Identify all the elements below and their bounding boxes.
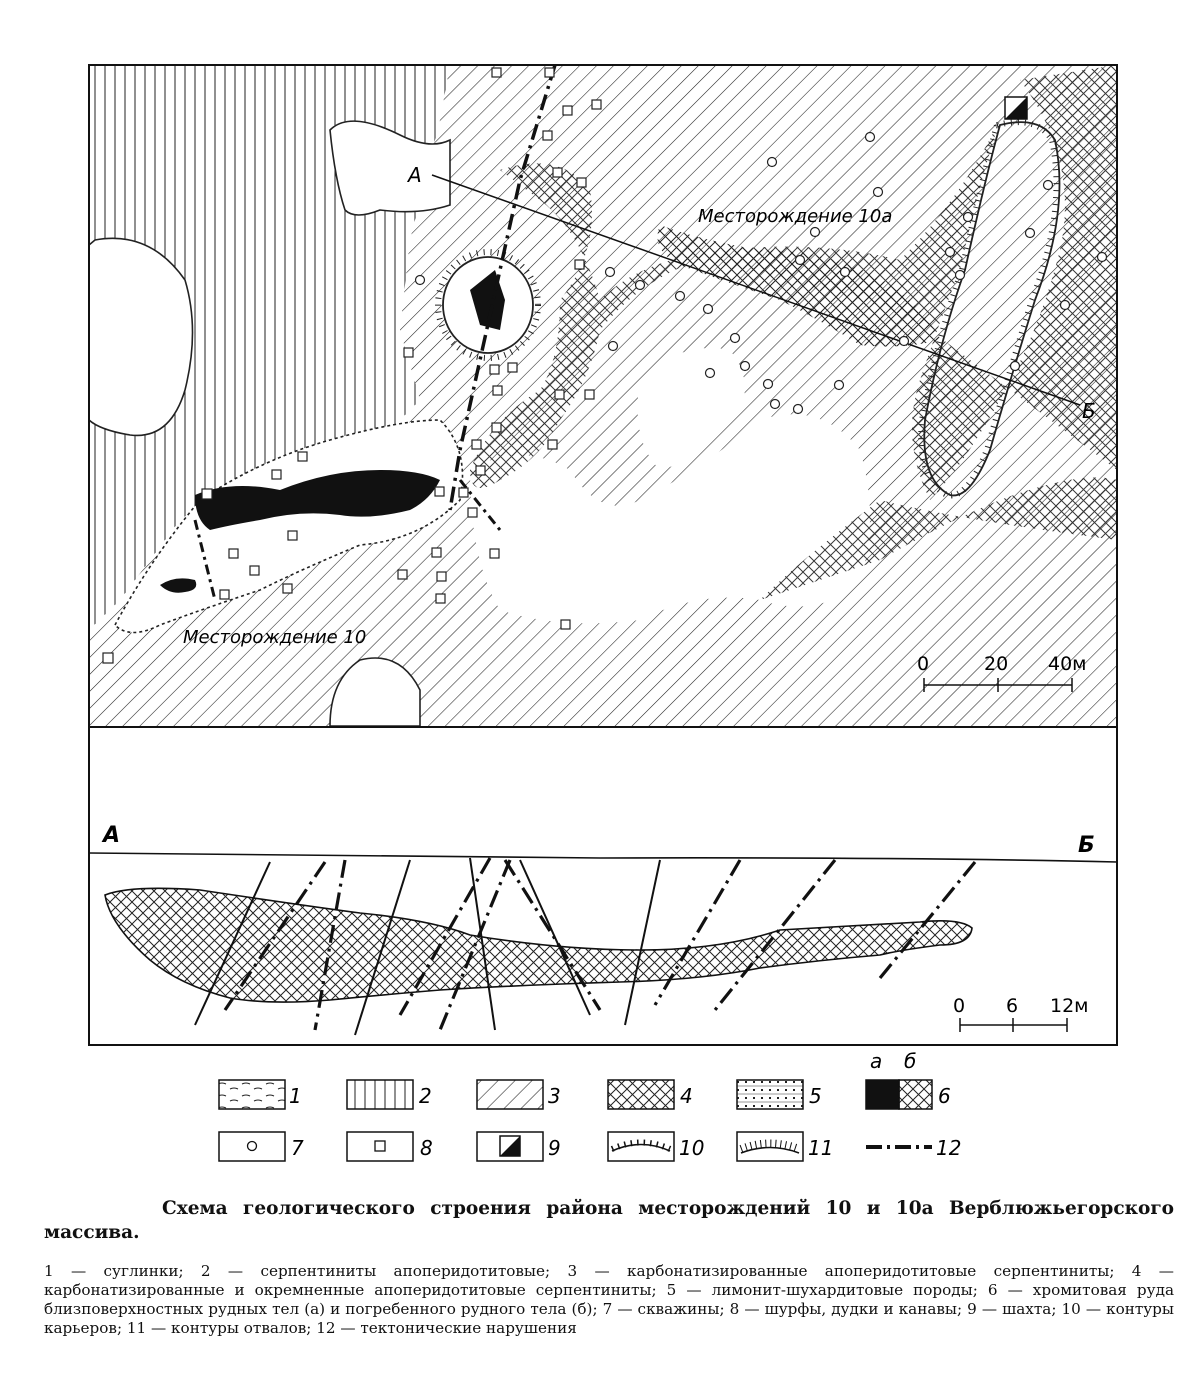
- figure-caption-body: 1 — суглинки; 2 — серпентиниты апоперидотитовые; 3 — карбонатизированные апоперидотитовые серпентиниты; 4 — карбонатизированные и окремненные апоперидотитовые серпентиниты; 5 — лимонит-шухардитовые породы; 6 — хромитовая руда близповерхностных рудных тел (а) и погребенного рудного тела (б); 7 — скважины; 8 — шурфы, дудки и канавы; 9 — шахта; 10 — контуры карьеров; 11 — контуры отвалов; 12 — тектонические нарушения: [44, 1262, 1174, 1337]
- section-left-label: А: [103, 823, 121, 848]
- svg-text:5: 5: [809, 1084, 822, 1108]
- section-right-label: Б: [1078, 833, 1095, 858]
- svg-text:6: 6: [938, 1084, 951, 1108]
- legend-item-10: [608, 1132, 704, 1161]
- svg-text:9: 9: [548, 1136, 561, 1160]
- legend-item-8: [347, 1132, 433, 1161]
- legend-item-9: [477, 1132, 561, 1161]
- deposit-10a-label: Месторождение 10а: [698, 206, 893, 227]
- legend: [219, 1049, 961, 1161]
- legend-item-5: [737, 1080, 822, 1109]
- legend-subhead-a: а: [870, 1049, 883, 1073]
- ground-surface-line: [89, 853, 1117, 862]
- svg-text:12: 12: [936, 1136, 962, 1160]
- legend-item-2: [347, 1080, 432, 1109]
- svg-text:10: 10: [679, 1136, 705, 1160]
- legend-item-1: [219, 1080, 302, 1109]
- buried-ore-body: [105, 888, 972, 1002]
- legend-item-12: [866, 1132, 961, 1161]
- legend-item-3: [477, 1080, 561, 1109]
- pit-icon: [375, 1141, 385, 1151]
- svg-text:3: 3: [548, 1084, 561, 1108]
- plan-scale-tick-1: 20: [984, 653, 1009, 675]
- section-end-label: Б: [1082, 399, 1096, 423]
- svg-text:11: 11: [808, 1136, 834, 1160]
- section-start-label: А: [408, 163, 422, 187]
- section-scale-tick-0: 0: [953, 995, 966, 1017]
- figure-caption-title: Схема геологического строения района месторождений 10 и 10а Верблюжьегорского массива.: [44, 1198, 1174, 1243]
- plan-scale-tick-0: 0: [917, 653, 930, 675]
- shaft-icon: [1005, 97, 1027, 119]
- borehole-icon: [248, 1142, 257, 1151]
- section-scale-tick-1: 6: [1006, 995, 1019, 1017]
- svg-text:8: 8: [420, 1136, 433, 1160]
- svg-text:1: 1: [289, 1084, 302, 1108]
- section-scale-bar: [953, 995, 1089, 1032]
- legend-item-7: [219, 1132, 304, 1161]
- svg-text:2: 2: [419, 1084, 432, 1108]
- section-scale-tick-2: 12м: [1050, 995, 1089, 1017]
- svg-text:7: 7: [291, 1136, 304, 1160]
- legend-item-11: [737, 1132, 833, 1161]
- plan-scale-tick-2: 40м: [1048, 653, 1087, 675]
- legend-subhead-b: б: [904, 1049, 917, 1073]
- legend-item-4: [608, 1080, 693, 1109]
- legend-item-6: [866, 1080, 951, 1109]
- svg-text:4: 4: [680, 1084, 693, 1108]
- deposit-10-label: Месторождение 10: [183, 627, 367, 648]
